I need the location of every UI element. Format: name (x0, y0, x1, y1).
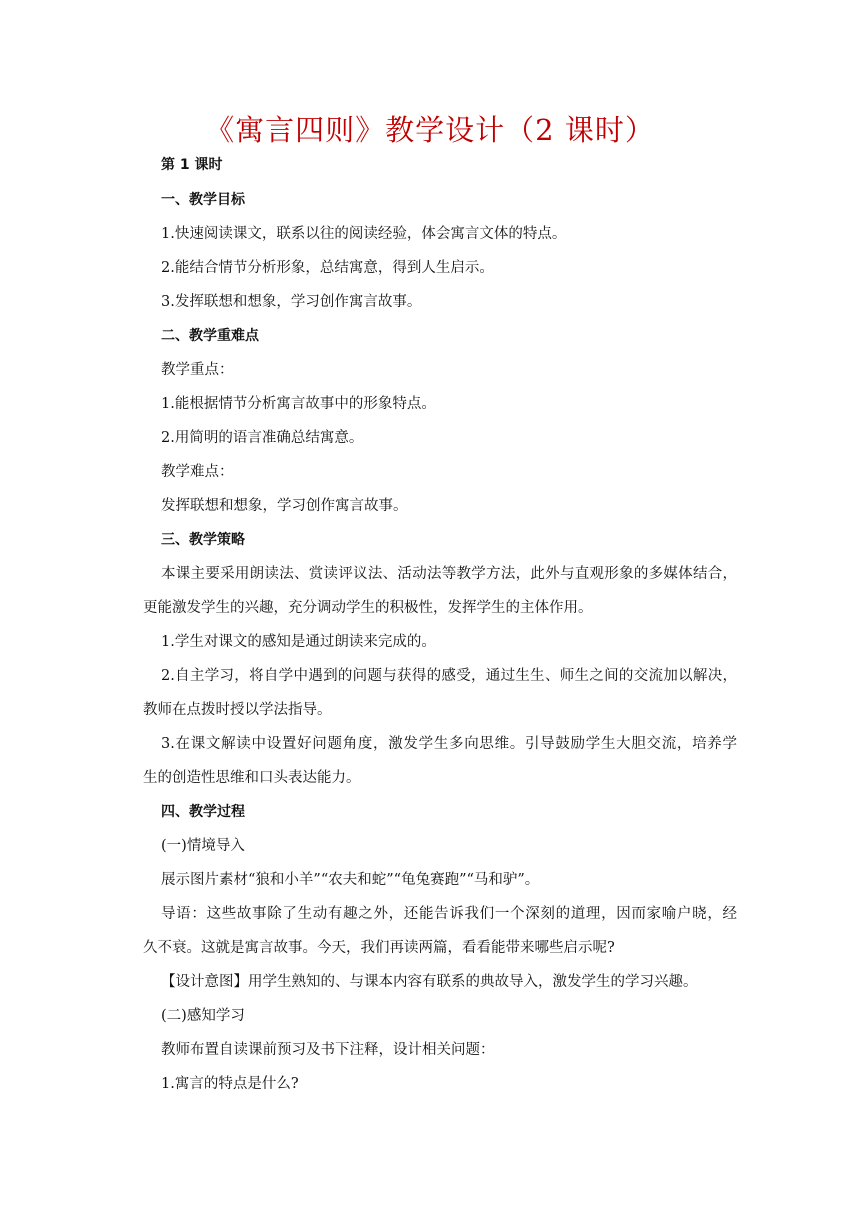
section-heading-key-points: 二、教学重难点 (161, 328, 259, 344)
guide-paragraph-line-2: 久不衰。这就是寓言故事。今天，我们再读两篇，看看能带来哪些启示呢? (143, 940, 615, 956)
lesson-heading: 第 1 课时 (161, 157, 223, 173)
perception-instructions: 教师布置自读课前预习及书下注释，设计相关问题： (161, 1042, 495, 1058)
section-heading-process: 四、教学过程 (161, 804, 245, 820)
strategy-item-2-line-2: 教师在点拨时授以学法指导。 (143, 702, 332, 718)
perception-question-1: 1.寓言的特点是什么? (161, 1076, 299, 1092)
key-point-item-2: 2.用简明的语言准确总结寓意。 (161, 430, 364, 446)
strategy-paragraph-line-1: 本课主要采用朗读法、赏读评议法、活动法等教学方法，此外与直观形象的多媒体结合， (161, 566, 737, 582)
process-step-perception-heading: (二)感知学习 (161, 1008, 245, 1024)
objective-item-2: 2.能结合情节分析形象，总结寓意，得到人生启示。 (161, 260, 494, 276)
difficulty-label: 教学难点： (161, 464, 234, 480)
design-intent-paragraph: 【设计意图】用学生熟知的、与课本内容有联系的典故导入，激发学生的学习兴趣。 (161, 974, 698, 990)
section-heading-strategy: 三、教学策略 (161, 532, 245, 548)
section-heading-objectives: 一、教学目标 (161, 192, 245, 208)
strategy-item-2-line-1: 2.自主学习，将自学中遇到的问题与获得的感受，通过生生、师生之间的交流加以解决， (161, 668, 737, 684)
process-step-intro-heading: (一)情境导入 (161, 838, 245, 854)
document-title: 《寓言四则》教学设计（2 课时） (205, 113, 655, 147)
guide-paragraph-line-1: 导语：这些故事除了生动有趣之外，还能告诉我们一个深刻的道理，因而家喻户晓，经 (161, 906, 737, 922)
strategy-paragraph-line-2: 更能激发学生的兴趣，充分调动学生的积极性，发挥学生的主体作用。 (143, 600, 593, 616)
objective-item-3: 3.发挥联想和想象，学习创作寓言故事。 (161, 294, 422, 310)
key-point-item-1: 1.能根据情节分析寓言故事中的形象特点。 (161, 396, 436, 412)
strategy-item-3-line-2: 生的创造性思维和口头表达能力。 (143, 770, 361, 786)
key-points-label: 教学重点： (161, 362, 234, 378)
strategy-item-1: 1.学生对课文的感知是通过朗读来完成的。 (161, 634, 436, 650)
objective-item-1: 1.快速阅读课文，联系以往的阅读经验，体会寓言文体的特点。 (161, 226, 567, 242)
strategy-item-3-line-1: 3.在课文解读中设置好问题角度，激发学生多向思维。引导鼓励学生大胆交流，培养学 (161, 736, 737, 752)
process-step-intro-text: 展示图片素材“狼和小羊”“农夫和蛇”“龟兔赛跑”“马和驴”。 (161, 872, 540, 888)
difficulty-item: 发挥联想和想象，学习创作寓言故事。 (161, 498, 408, 514)
